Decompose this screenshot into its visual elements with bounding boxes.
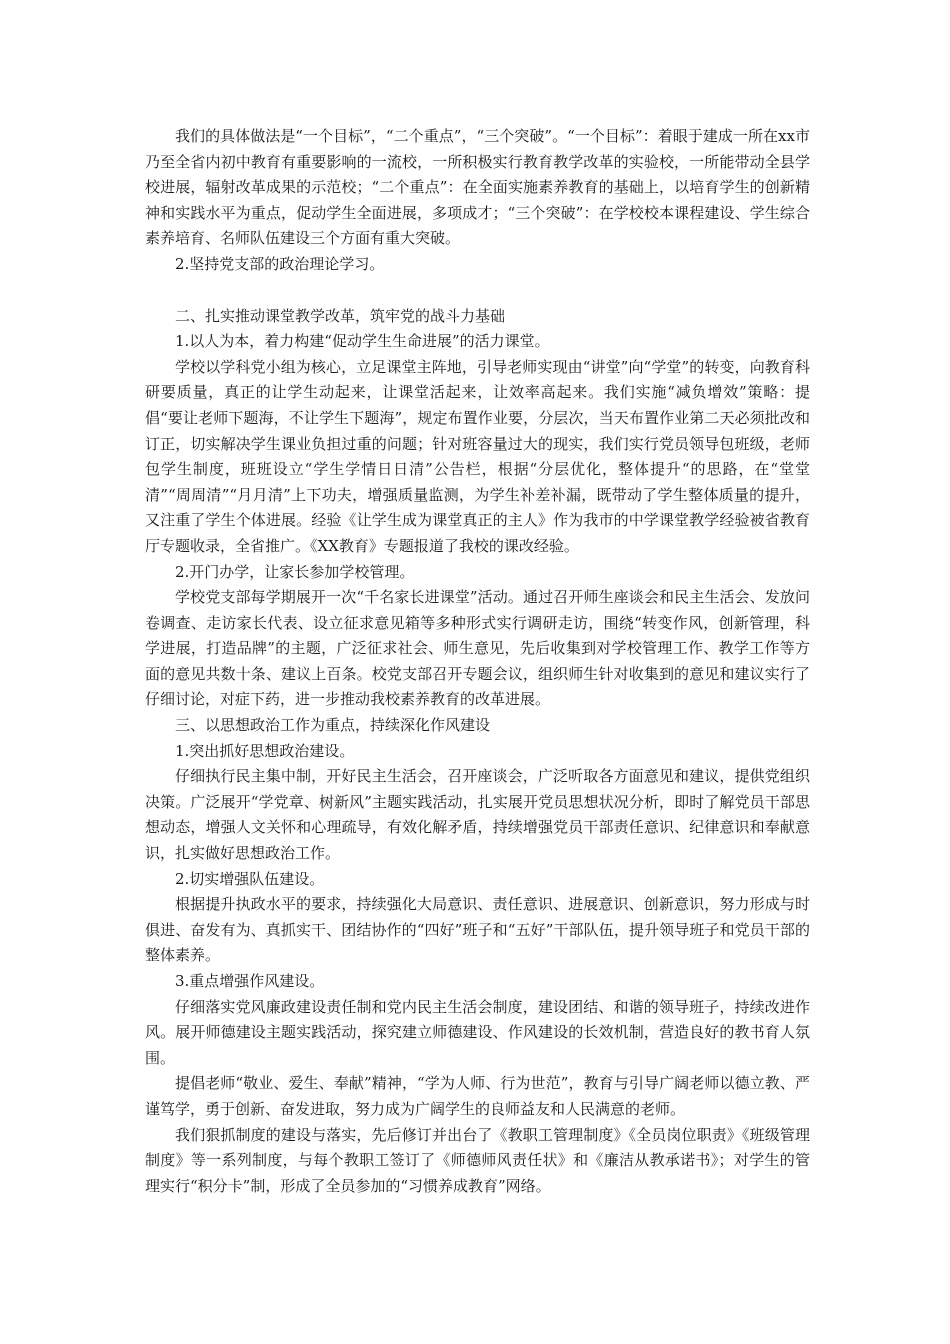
subheading-2-1: 1.以人为本，着力构建“促动学生生命进展”的活力课堂。: [175, 332, 550, 351]
paragraph-institution-building: 我们狠抓制度的建设与落实，先后修订并出台了《教职工管理制度》《全员岗位职责》《班级管理制度》等一系列制度，与每个教职工签订了《师德师风责任状》和《廉洁从教承诺书》；对学生的管理实行“积分卡”制，形成了全员参加的“习惯养成教育”网络。: [145, 1125, 810, 1195]
subheading-3-2: 2.切实增强队伍建设。: [175, 869, 325, 888]
paragraph-goals: 我们的具体做法是“一个目标”，“二个重点”，“三个突破”。“一个目标”：着眼于建成一所在xx市乃至全省内初中教育有重要影响的一流校，一所积极实行教育教学改革的实验校，一所能带动全县学校进展，辐射改革成果的示范校；“二个重点”：在全面实施素养教育的基础上，以培育学生的创新精神和实践水平为重点，促动学生全面进展，多项成才；“三个突破”：在学校校本课程建设、学生综合素养培育、名师队伍建设三个方面有重大突破。: [145, 127, 810, 248]
subheading-3-3: 3.重点增强作风建设。: [175, 972, 325, 990]
paragraph-teacher-spirit: 提倡老师“敬业、爱生、奉献”精神，“学为人师、行为世范”，教育与引导广阔老师以德立教、严谨笃学，勇于创新、奋发进取，努力成为广阔学生的良师益友和人民满意的老师。: [145, 1074, 810, 1118]
paragraph-work-style: 仔细落实党风廉政建设责任制和党内民主生活会制度，建设团结、和谐的领导班子，持续改进作风。展开师德建设主题实践活动，探究建立师德建设、作风建设的长效机制，营造良好的教书育人氛围。: [145, 997, 810, 1067]
document-body: [145, 124, 810, 1199]
section-heading-2: 二、扎实推动课堂教学改革，筑牢党的战斗力基础: [175, 306, 506, 325]
subheading-2-2: 2.开门办学，让家长参加学校管理。: [175, 562, 415, 581]
section-spacer: [145, 278, 810, 304]
paragraph-classroom-reform: 学校以学科党小组为核心，立足课堂主阵地，引导老师实现由“讲堂”向“学堂”的转变，向教育科研要质量，真正的让学生动起来，让课堂活起来，让效率高起来。我们实施“减负增效”策略：提倡“要让老师下题海，不让学生下题海”，规定布置作业要，分层次，当天布置作业第二天必须批改和订正，切实解决学生课业负担过重的问题；针对班容量过大的现实，我们实行党员领导包班级，老师包学生制度，班班设立“学生学情日日清”公告栏，根据“分层优化，整体提升“的思路，在“堂堂清”“周周清”“月月清”上下功夫，增强质量监测，为学生补差补漏，既带动了学生整体质量的提升，又注重了学生个体进展。经验《让学生成为课堂真正的主人》作为我市的中学课堂教学经验被省教育厅专题收录，全省推广。《XX教育》专题报道了我校的课改经验。: [145, 357, 810, 555]
section-heading-3: 三、以思想政治工作为重点，持续深化作风建设: [175, 716, 491, 735]
paragraph-team-building: 根据提升执政水平的要求，持续强化大局意识、责任意识、进展意识、创新意识，努力形成与时俱进、奋发有为、真抓实干、团结协作的“四好”班子和“五好”干部队伍，提升领导班子和党员干部的整体素养。: [145, 895, 810, 965]
paragraph-parent-participation: 学校党支部每学期展开一次“千名家长进课堂”活动。通过召开师生座谈会和民主生活会、发放问卷调查、走访家长代表、设立征求意见箱等多种形式实行调研走访，围绕“转变作风，创新管理，科学进展，打造品牌”的主题，广泛征求社会、师生意见，先后收集到对学校管理工作、教学工作等方面的意见共数十条、建议上百条。校党支部召开专题会议，组织师生针对收集到的意见和建议实行了仔细讨论，对症下药，进一步推动我校素养教育的改革进展。: [145, 588, 810, 709]
paragraph-item-2-political-study: 2.坚持党支部的政治理论学习。: [175, 254, 385, 273]
paragraph-political-construction: 仔细执行民主集中制，开好民主生活会，召开座谈会，广泛听取各方面意见和建议，提供党组织决策。广泛展开“学党章、树新风”主题实践活动，扎实展开党员思想状况分析，即时了解党员干部思想动态，增强人文关怀和心理疏导，有效化解矛盾，持续增强党员干部责任意识、纪律意识和奉献意识，扎实做好思想政治工作。: [145, 767, 810, 863]
subheading-3-1: 1.突出抓好思想政治建设。: [175, 741, 355, 760]
